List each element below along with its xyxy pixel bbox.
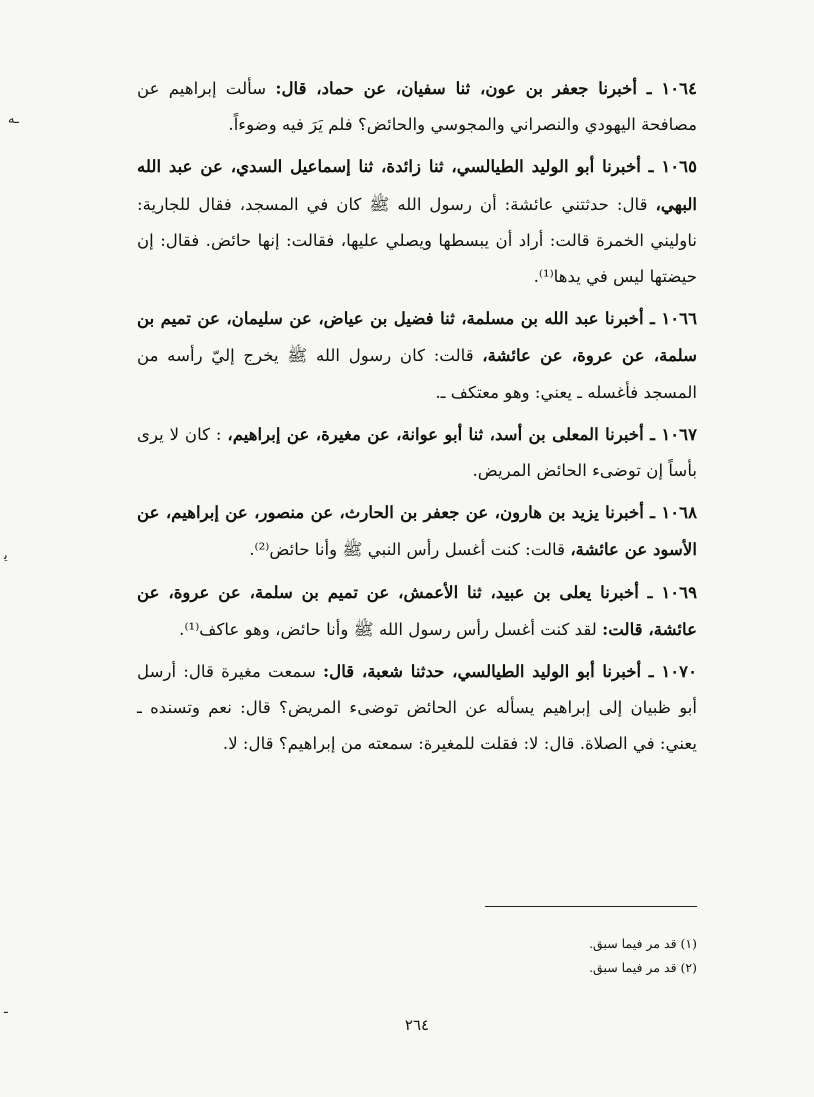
hadith-1070: ١٠٧٠ ـ أخبرنا أبو الوليد الطيالسي، حدثنا شعبة، قال: سمعت مغيرة قال: أرسل أبو ظبيان إلى إبراهيم يسأله عن الحائض توضىء المريض؟ قال: نعم وتسنده ـ يعني: في الصلاة. قال: لا: فقلت للمغيرة: سمعته من إبراهيم؟ قال: لا. — [137, 661, 697, 754]
hadith-1067: ١٠٦٧ ـ أخبرنا المعلى بن أسد، ثنا أبو عوانة، عن مغيرة، عن إبراهيم، : كان لا يرى بأساً إن توضىء الحائض المريض. — [137, 423, 698, 481]
hadith-1069: ١٠٦٩ ـ أخبرنا يعلى بن عبيد، ثنا الأعمش، عن تميم بن سلمة، عن عروة، عن عائشة، قالت: لقد كنت أغسل رأس رسول الله ﷺ وأنا حائض، وهو عاكف⁽¹⁾. — [137, 581, 697, 639]
hadith-number: ١٠٦٤ — [661, 78, 697, 98]
hadith-isnad: أخبرنا عبد الله بن مسلمة، ثنا فضيل بن عياض، عن سليمان، عن تميم بن سلمة، عن عروة، عن عائشة، — [137, 308, 697, 366]
hadith-isnad: أخبرنا يعلى بن عبيد، ثنا الأعمش، عن تميم بن سلمة، عن عروة، عن عائشة، قالت: — [137, 581, 697, 639]
hadith-number: ١٠٧٠ — [661, 661, 697, 682]
page-number: ٢٦٤ — [404, 1016, 430, 1034]
hadith-text: لقد كنت أغسل رأس رسول الله ﷺ وأنا حائض، وهو عاكف⁽¹⁾. — [179, 619, 597, 639]
hadith-isnad: أخبرنا يزيد بن هارون، عن جعفر بن الحارث، عن منصور، عن إبراهيم، عن الأسود عن عائشة، — [137, 502, 697, 560]
hadith-1064: ١٠٦٤ ـ أخبرنا جعفر بن عون، ثنا سفيان، عن حماد، قال: سألت إبراهيم عن مصافحة اليهودي والنصراني والمجوسي والحائض؟ فلم يَرَ فيه وضوءاً. — [137, 78, 697, 135]
margin-mark: ﻳ — [4, 548, 8, 563]
hadith-1068: ١٠٦٨ ـ أخبرنا يزيد بن هارون، عن جعفر بن الحارث، عن منصور، عن إبراهيم، عن الأسود عن عائشة، قالت: كنت أغسل رأس النبي ﷺ وأنا حائض⁽²⁾. — [137, 502, 697, 560]
hadith-number: ١٠٦٦ — [661, 308, 697, 329]
hadith-text: سمعت مغيرة قال: أرسل أبو ظبيان إلى إبراهيم يسأله عن الحائض توضىء المريض؟ قال: نعم وتسنده ـ يعني: في الصلاة. قال: لا: فقلت للمغيرة: سمعته من إبراهيم؟ قال: لا. — [137, 662, 697, 754]
footnote-divider — [485, 906, 697, 907]
hadith-text: قالت: كنت أغسل رأس النبي ﷺ وأنا حائض⁽²⁾. — [249, 540, 566, 560]
hadith-isnad: أخبرنا أبو الوليد الطيالسي، ثنا زائدة، ثنا إسماعيل السدي، عن عبد الله البهي، — [137, 156, 697, 214]
hadith-1065: ١٠٦٥ ـ أخبرنا أبو الوليد الطيالسي، ثنا زائدة، ثنا إسماعيل السدي، عن عبد الله البهي، قال: حدثتني عائشة: أن رسول الله ﷺ كان في المسجد، فقال للجارية: ناوليني الخمرة قالت: أراد أن يبسطها ويصلي عليها، فقالت: إنها حائض. فقال: إن حيضتها ليس في يدها⁽¹⁾. — [137, 156, 697, 287]
hadith-text: قالت: كان رسول الله ﷺ يخرج إليّ رأسه من المسجد فأغسله ـ يعني: وهو معتكف ـ. — [137, 346, 697, 402]
hadith-isnad: أخبرنا المعلى بن أسد، ثنا أبو عوانة، عن مغيرة، عن إبراهيم، — [227, 423, 644, 444]
margin-mark: ـه — [8, 112, 19, 127]
hadith-text: قال: حدثتني عائشة: أن رسول الله ﷺ كان في المسجد، فقال للجارية: ناوليني الخمرة قالت: أراد أن يبسطها ويصلي عليها، فقالت: إنها حائض. فقال: إن حيضتها ليس في يدها⁽¹⁾. — [137, 194, 697, 287]
hadith-number: ١٠٦٥ — [661, 156, 697, 177]
footnotes — [589, 932, 697, 980]
book-page — [137, 70, 698, 1034]
hadith-number: ١٠٦٧ — [661, 423, 698, 444]
hadith-text: : كان لا يرى بأساً إن توضىء الحائض المريض. — [137, 424, 697, 481]
hadith-number: ١٠٦٨ — [661, 502, 697, 523]
footnote-2: (٢) قد مر فيما سبق. — [589, 960, 697, 975]
hadith-isnad: أخبرنا جعفر بن عون، ثنا سفيان، عن حماد، قال: — [275, 78, 637, 98]
hadith-text: سألت إبراهيم عن مصافحة اليهودي والنصراني والمجوسي والحائض؟ فلم يَرَ فيه وضوءاً. — [137, 79, 697, 135]
hadith-isnad: أخبرنا أبو الوليد الطيالسي، حدثنا شعبة، قال: — [323, 661, 642, 682]
hadith-1066: ١٠٦٦ ـ أخبرنا عبد الله بن مسلمة، ثنا فضيل بن عياض، عن سليمان، عن تميم بن سلمة، عن عروة، عن عائشة، قالت: كان رسول الله ﷺ يخرج إليّ رأسه من المسجد فأغسله ـ يعني: وهو معتكف ـ. — [137, 308, 697, 402]
footnote-1: (١) قد مر فيما سبق. — [589, 936, 697, 951]
margin-mark: ـ — [4, 1002, 8, 1017]
hadith-number: ١٠٦٩ — [661, 581, 697, 602]
